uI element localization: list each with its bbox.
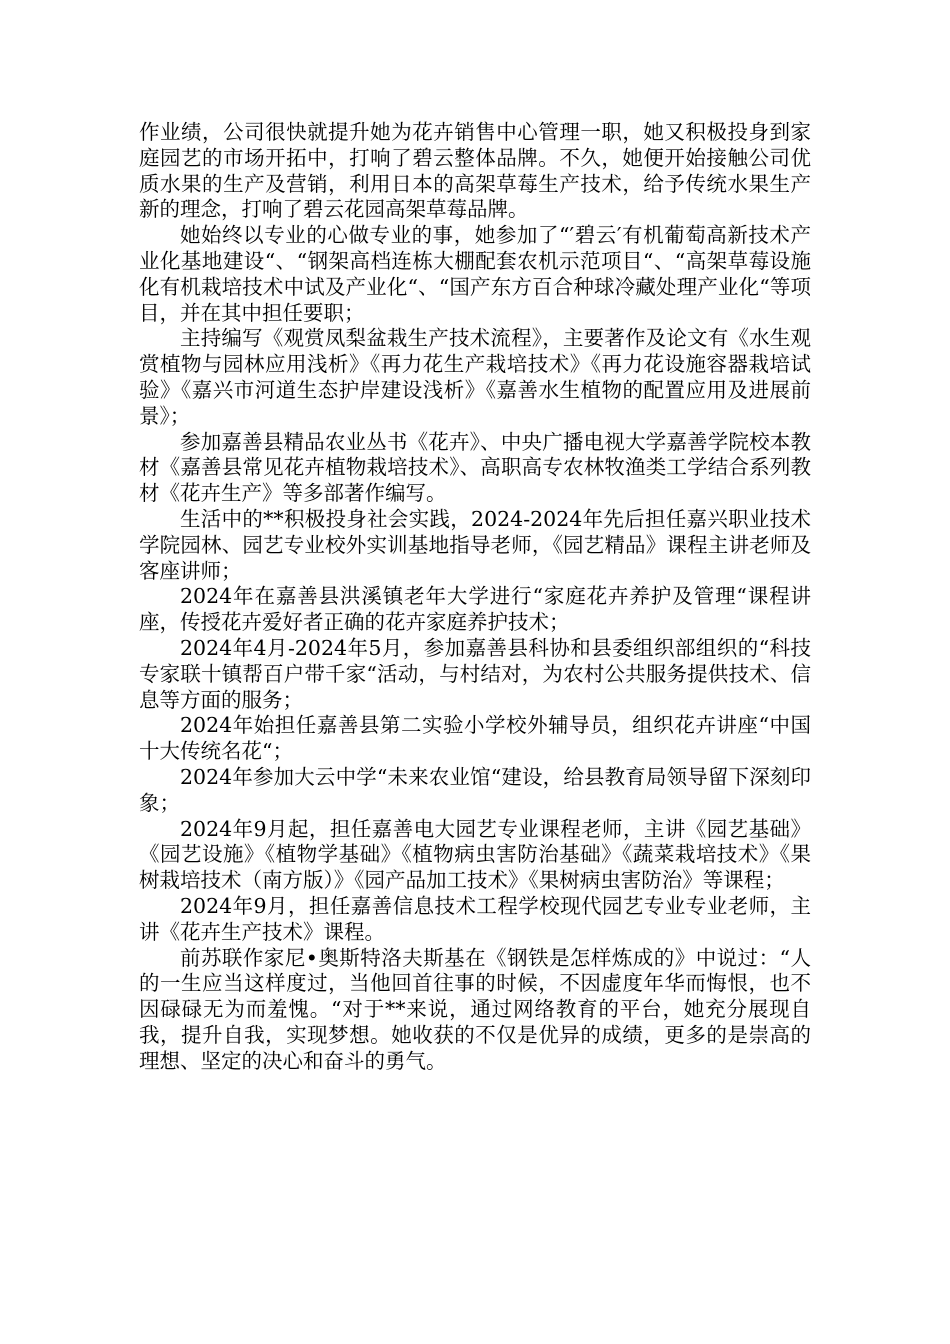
paragraph-publications: 主持编写《观赏凤梨盆栽生产技术流程》，主要著作及论文有《水生观赏植物与园林应用浅析》《再力花生产栽培技术》《再力花设施容器栽培试验》《嘉兴市河道生态护岸建设浅析》《嘉善水生植物的配置应用及进展前景》；	[139, 326, 811, 428]
paragraph-tv-university-teacher: 2024年9月起，担任嘉善电大园艺专业课程老师，主讲《园艺基础》《园艺设施》《植物学基础》《植物病虫害防治基础》《蔬菜栽培技术》《果树栽培技术（南方版）》《园产品加工技术》《果树病虫害防治》等课程；	[139, 816, 811, 893]
document-page	[139, 120, 811, 1074]
paragraph-continued-work-record: 作业绩，公司很快就提升她为花卉销售中心管理一职，她又积极投身到家庭园艺的市场开拓中，打响了碧云整体品牌。不久，她便开始接触公司优质水果的生产及营销，利用日本的高架草莓生产技术，给予传统水果生产新的理念，打响了碧云花园高架草莓品牌。	[139, 120, 811, 222]
paragraph-primary-school-tutor: 2024年始担任嘉善县第二实验小学校外辅导员，组织花卉讲座“中国十大传统名花“；	[139, 713, 811, 764]
paragraph-textbooks: 参加嘉善县精品农业丛书《花卉》、中央广播电视大学嘉善学院校本教材《嘉善县常见花卉植物栽培技术》、高职高专农林牧渔类工学结合系列教材《花卉生产》等多部著作编写。	[139, 429, 811, 506]
paragraph-elderly-university: 2024年在嘉善县洪溪镇老年大学进行“家庭花卉养护及管理“课程讲座，传授花卉爱好者正确的花卉家庭养护技术；	[139, 584, 811, 635]
paragraph-projects: 她始终以专业的心做专业的事，她参加了“′碧云′有机葡萄高新技术产业化基地建设“、“钢架高档连栋大棚配套农机示范项目“、“高架草莓设施化有机栽培技术中试及产业化“、“国产东方百合种球冷藏处理产业化“等项目，并在其中担任要职；	[139, 223, 811, 325]
paragraph-future-agriculture-hall: 2024年参加大云中学“未来农业馆“建设，给县教育局领导留下深刻印象；	[139, 764, 811, 815]
paragraph-closing-quote: 前苏联作家尼•奥斯特洛夫斯基在《钢铁是怎样炼成的》中说过：“人的一生应当这样度过，当他回首往事的时候，不因虚度年华而悔恨，也不因碌碌无为而羞愧。“对于**来说，通过网络教育的平台，她充分展现自我，提升自我，实现梦想。她收获的不仅是优异的成绩，更多的是崇高的理想、坚定的决心和奋斗的勇气。	[139, 945, 811, 1073]
paragraph-social-practice: 生活中的**积极投身社会实践，2024-2024年先后担任嘉兴职业技术学院园林、园艺专业校外实训基地指导老师，《园艺精品》课程主讲老师及客座讲师；	[139, 506, 811, 583]
paragraph-tech-expert-activity: 2024年4月-2024年5月，参加嘉善县科协和县委组织部组织的“科技专家联十镇帮百户带千家“活动，与村结对，为农村公共服务提供技术、信息等方面的服务；	[139, 635, 811, 712]
paragraph-it-school-teacher: 2024年9月，担任嘉善信息技术工程学校现代园艺专业专业老师，主讲《花卉生产技术》课程。	[139, 893, 811, 944]
